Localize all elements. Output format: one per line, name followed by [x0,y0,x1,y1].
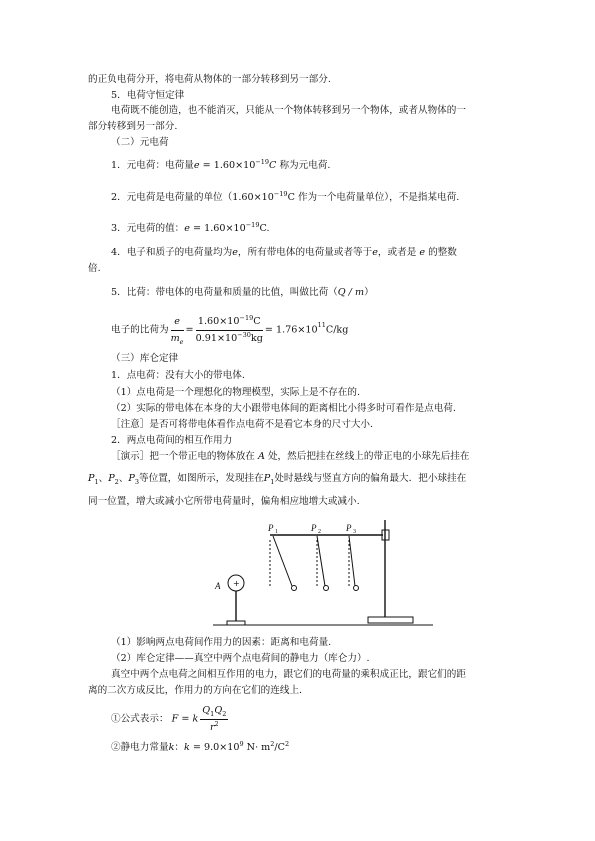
formula-line: 电子的比荷为 $\frac{e}{m_e}$ = $\frac{1.60\times 10^{-19}C}{0.91\times 10^{-30}kg}$ = $1.76\times 10^{11}C/kg$ [111,313,349,346]
text-line: 离的二次方成反比，作用力的方向在它们的连线上. [88,685,303,696]
text-line: 3．元电荷的值：$e = 1.60\times 10^{-19}C$. [111,220,270,234]
label-p2: P [311,523,317,533]
text-line: 2．元电荷是电荷量的单位（$1.60\times 10^{-19}C$ 作为一个电荷量单位），不是指某电荷. [111,189,460,203]
thread-p2 [317,536,325,586]
section-heading: （二）元电荷 [111,137,169,148]
pendulum-diagram [213,517,433,632]
text-line: 的正负电荷分开，将电荷从物体的一部分转移到另一部分. [88,74,331,85]
text-line: （2）实际的带电体在本身的大小跟带电体间的距离相比小得多时可看作是点电荷. [111,403,456,414]
text-line: 倍. [88,263,101,274]
plus-sign: + [233,579,240,588]
section-heading: 2．两点电荷间的相互作用力 [111,435,233,446]
svg-text:3: 3 [353,529,356,535]
text-line: 部分转移到另一部分. [88,121,178,132]
fraction-charge-over-mass: $\frac{1.60\times 10^{-19}C}{0.91\times 10^{-30}kg}$ [195,313,263,344]
label-p1: P [268,523,274,533]
text-line: 5．比荷：带电体的电荷量和质量的比值，叫做比荷（Q / m） [111,287,374,298]
label-a: A [215,581,221,591]
text-line: 同一位置，增大或减小它所带电荷量时，偏角相应地增大或减小. [88,496,360,507]
section-heading: （三）库仑定律 [111,353,179,364]
coulomb-experiment-figure [213,517,433,632]
section-heading: 5．电荷守恒定律 [111,90,185,101]
text-line: 电荷既不能创造，也不能消灭，只能从一个物体转移到另一个物体，或者从物体的一 [111,105,466,116]
thread-p3 [349,536,355,586]
text-line: （1）点电荷是一个理想化的物理模型，实际上是不存在的. [111,387,360,398]
text-line: $P_1$、$P_2$、$P_3$等位置，如图所示，发现挂在$P_1$处时悬线与竖直方向的偏角最大．把小球挂在 [88,473,467,486]
text-line: ［演示］把一个带正电的物体放在 A 处，然后把挂在丝线上的带正电的小球先后挂在 [111,451,470,462]
formula-line: ①公式表示： F = k $\frac{Q_1Q_2}{r^2}$ [111,705,227,733]
text-line: 真空中两个点电荷之间相互作用的电力，跟它们的电荷量的乘积成正比，跟它们的距 [111,669,466,680]
stand-base [368,617,413,623]
label-p3: P [346,523,352,533]
formula-line: ②静电力常量k：$k = 9.0\times 10^9$ $N\cdot m^2/C^2$ [111,739,290,753]
ball-p3 [354,586,359,591]
svg-text:2: 2 [318,529,321,535]
svg-text:1: 1 [275,529,278,535]
sphere-stand-base [227,621,245,625]
text-line: （1）影响两点电荷间作用力的因素：距离和电荷量. [111,637,332,648]
ball-p1 [292,586,297,591]
thread-p1 [273,536,292,586]
text-line: 1．点电荷：没有大小的带电体. [111,370,245,381]
text-line: 1．元电荷：电荷量$e = 1.60\times 10^{-19}C$ 称为元电荷. [111,157,331,171]
fraction-coulomb: $\frac{Q_1Q_2}{r^2}$ [202,705,227,733]
text-line: 4．电子和质子的电荷量均为e，所有带电体的电荷量或者等于e，或者是 e 的整数 [111,247,457,258]
fraction-e-over-me: $\frac{e}{m_e}$ [170,316,184,346]
note-line: ［注意］是否可将带电体看作点电荷不是看它本身的尺寸大小. [111,419,374,430]
ball-p2 [324,586,329,591]
text-line: （2）库仑定律——真空中两个点电荷间的静电力（库仑力）. [111,653,370,664]
